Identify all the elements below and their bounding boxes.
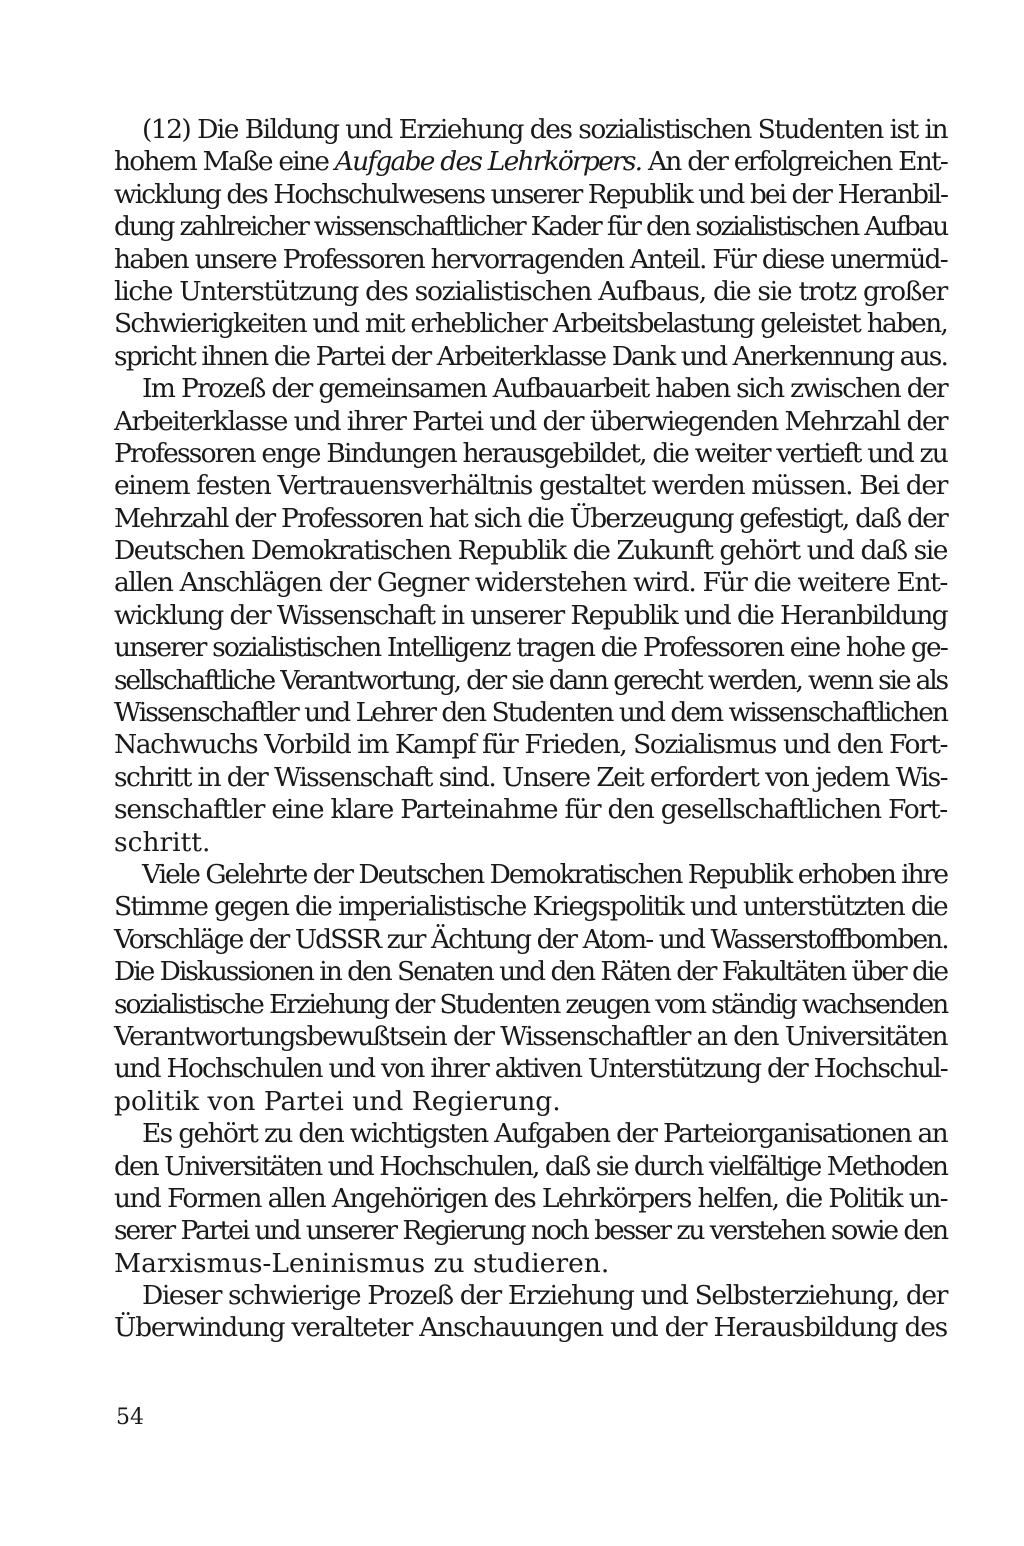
- text-line: Deutschen Demokratischen Republik die Zukunft gehört und daß sie: [114, 535, 947, 567]
- text-line: (12) Die Bildung und Erziehung des sozialistischen Studenten ist in: [142, 114, 947, 145]
- text-line: Viele Gelehrte der Deutschen Demokratischen Republik erhoben ihre: [142, 858, 948, 890]
- text-line: schritt in der Wissenschaft sind. Unsere Zeit erfordert von jedem Wis-: [114, 761, 947, 793]
- text-line: spricht ihnen die Partei der Arbeiterklasse Dank und Anerkennung aus.: [114, 340, 947, 372]
- text-line: Schwierigkeiten und mit erheblicher Arbeitsbelastung geleistet haben,: [114, 308, 947, 340]
- text-line: Verantwortungsbewußtsein der Wissenschaftler an den Universitäten: [114, 1020, 947, 1052]
- text-line: und Formen allen Angehörigen des Lehrkörpers helfen, die Politik un-: [114, 1182, 947, 1214]
- text-line: den Universitäten und Hochschulen, daß sie durch vielfältige Methoden: [114, 1150, 947, 1182]
- text-line: und Hochschulen und von ihrer aktiven Unterstützung der Hochschul-: [114, 1053, 947, 1085]
- text-line: senschaftler eine klare Parteinahme für den gesellschaftlichen Fort-: [114, 794, 947, 826]
- emphasis-text: Aufgabe des Lehrkörpers.: [334, 146, 642, 178]
- text-line: haben unsere Professoren hervorragenden Anteil. Für diese unermüd-: [114, 243, 947, 275]
- text-line: Im Prozeß der gemeinsamen Aufbauarbeit haben sich zwischen der: [142, 373, 947, 405]
- text-line: Dieser schwierige Prozeß der Erziehung und Selbsterziehung, der: [142, 1280, 947, 1312]
- text-line: Marxismus-Leninismus zu studieren.: [114, 1247, 610, 1279]
- text-line: politik von Partei und Regierung.: [114, 1085, 561, 1117]
- text-segment: An der erfolgreichen Ent-: [641, 146, 948, 178]
- text-line: sozialistische Erziehung der Studenten zeugen vom ständig wachsenden: [114, 988, 947, 1020]
- text-line: Professoren enge Bindungen herausgebildet, die weiter vertieft und zu: [114, 437, 947, 469]
- text-line: Es gehört zu den wichtigsten Aufgaben der Parteiorganisationen an: [142, 1118, 947, 1150]
- text-line: Überwindung veralteter Anschauungen und der Herausbildung des: [114, 1312, 947, 1344]
- text-line: Nachwuchs Vorbild im Kampf für Frieden, Sozialismus und den Fort-: [114, 729, 947, 761]
- text-line: Mehrzahl der Professoren hat sich die Überzeugung gefestigt, daß der: [114, 502, 947, 534]
- text-line: Arbeiterklasse und ihrer Partei und der überwiegenden Mehrzahl der: [114, 405, 947, 437]
- text-segment: hohem Maße eine: [114, 146, 335, 178]
- text-line: serer Partei und unserer Regierung noch besser zu verstehen sowie den: [114, 1215, 947, 1247]
- text-line: Die Diskussionen in den Senaten und den Räten der Fakultäten über die: [114, 956, 947, 988]
- text-line: Stimme gegen die imperialistische Kriegspolitik und unterstützten die: [114, 891, 947, 923]
- body-text: [114, 114, 947, 1345]
- page-number: 54: [116, 1405, 144, 1430]
- text-line: dung zahlreicher wissenschaftlicher Kader für den sozialistischen Aufbau: [114, 211, 947, 243]
- text-line: Vorschläge der UdSSR zur Ächtung der Atom- und Wasserstoffbomben.: [114, 923, 948, 955]
- text-line: allen Anschlägen der Gegner widerstehen wird. Für die weitere Ent-: [114, 567, 947, 599]
- text-line: liche Unterstützung des sozialistischen Aufbaus, die sie trotz großer: [114, 275, 947, 307]
- text-line: wicklung des Hochschulwesens unserer Republik und bei der Heranbil-: [114, 178, 947, 210]
- text-line: sellschaftliche Verantwortung, der sie dann gerecht werden, wenn sie als: [114, 664, 947, 696]
- text-line: Wissenschaftler und Lehrer den Studenten und dem wissenschaftlichen: [114, 697, 947, 729]
- text-line: unserer sozialistischen Intelligenz tragen die Professoren eine hohe ge-: [114, 632, 947, 664]
- text-line: wicklung der Wissenschaft in unserer Republik und die Heranbildung: [114, 599, 947, 631]
- text-line: schritt.: [114, 826, 211, 858]
- text-line: [114, 146, 947, 178]
- text-line: einem festen Vertrauensverhältnis gestaltet werden müssen. Bei der: [114, 470, 947, 502]
